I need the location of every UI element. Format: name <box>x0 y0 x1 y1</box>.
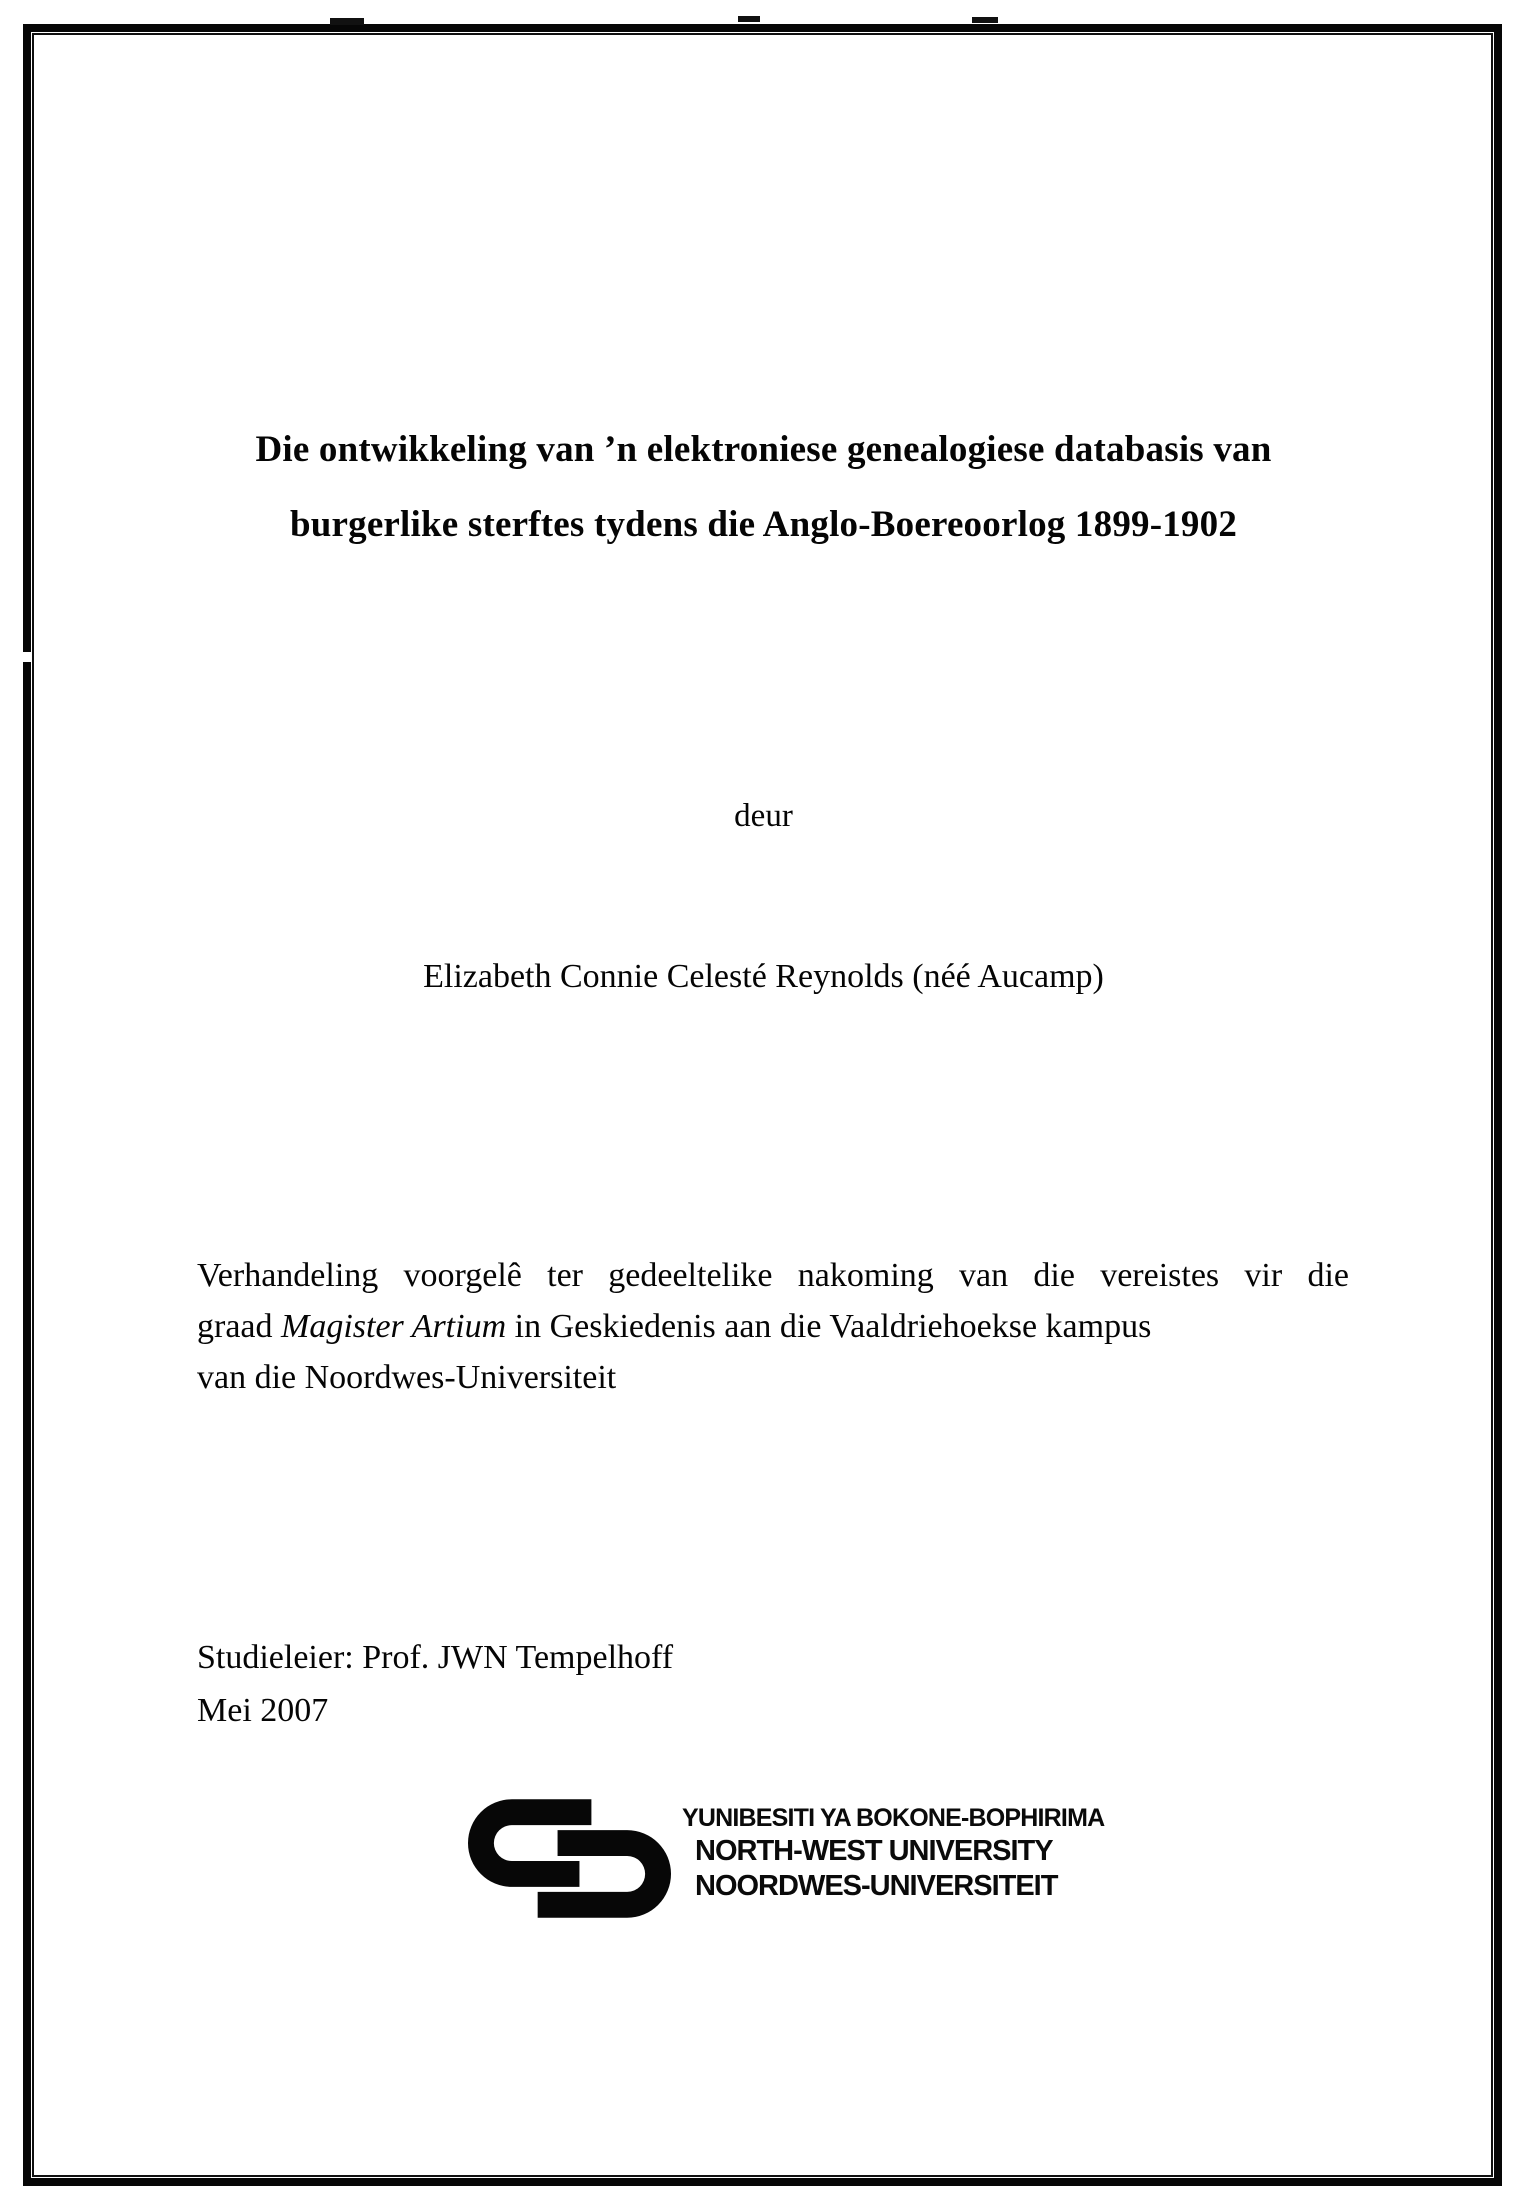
scan-speck <box>972 17 998 23</box>
author-name: Elizabeth Connie Celesté Reynolds (néé Aucamp) <box>423 958 1104 995</box>
statement-line2-pre: graad <box>197 1308 282 1345</box>
thesis-title-line1: Die ontwikkeling van ’n elektroniese genealogiese databasis van <box>255 428 1272 470</box>
wordmark-english: NORTH-WEST UNIVERSITY <box>695 1835 1053 1867</box>
university-wordmark <box>682 1802 1104 1904</box>
thesis-statement <box>197 1250 1349 1403</box>
byline-deur: deur <box>734 798 793 834</box>
university-logo <box>468 1799 1104 1919</box>
statement-line2 <box>197 1301 1349 1352</box>
thesis-title-line2: burgerlike sterftes tydens die Anglo-Boereoorlog 1899-1902 <box>289 503 1238 545</box>
statement-line3: van die Noordwes-Universiteit <box>197 1359 617 1396</box>
wordmark-afrikaans: NOORDWES-UNIVERSITEIT <box>695 1870 1058 1902</box>
scan-speck <box>330 18 364 25</box>
statement-line2-post: in Geskiedenis aan die Vaaldriehoekse kampus <box>506 1308 1152 1345</box>
wordmark-setswana: YUNIBESITI YA BOKONE-BOPHIRIMA <box>682 1804 1105 1832</box>
supervisor-block <box>197 1631 673 1737</box>
scan-speck <box>738 16 760 22</box>
supervisor-line: Studieleier: Prof. JWN Tempelhoff <box>197 1639 674 1676</box>
scan-speck <box>23 652 31 662</box>
thesis-title <box>90 412 1437 562</box>
nwu-chain-link-logo-icon <box>468 1799 672 1919</box>
statement-line1: Verhandeling voorgelê ter gedeeltelike nakoming van die vereistes vir die <box>197 1257 1349 1294</box>
degree-name-italic: Magister Artium <box>281 1308 507 1345</box>
date-line: Mei 2007 <box>197 1692 329 1729</box>
